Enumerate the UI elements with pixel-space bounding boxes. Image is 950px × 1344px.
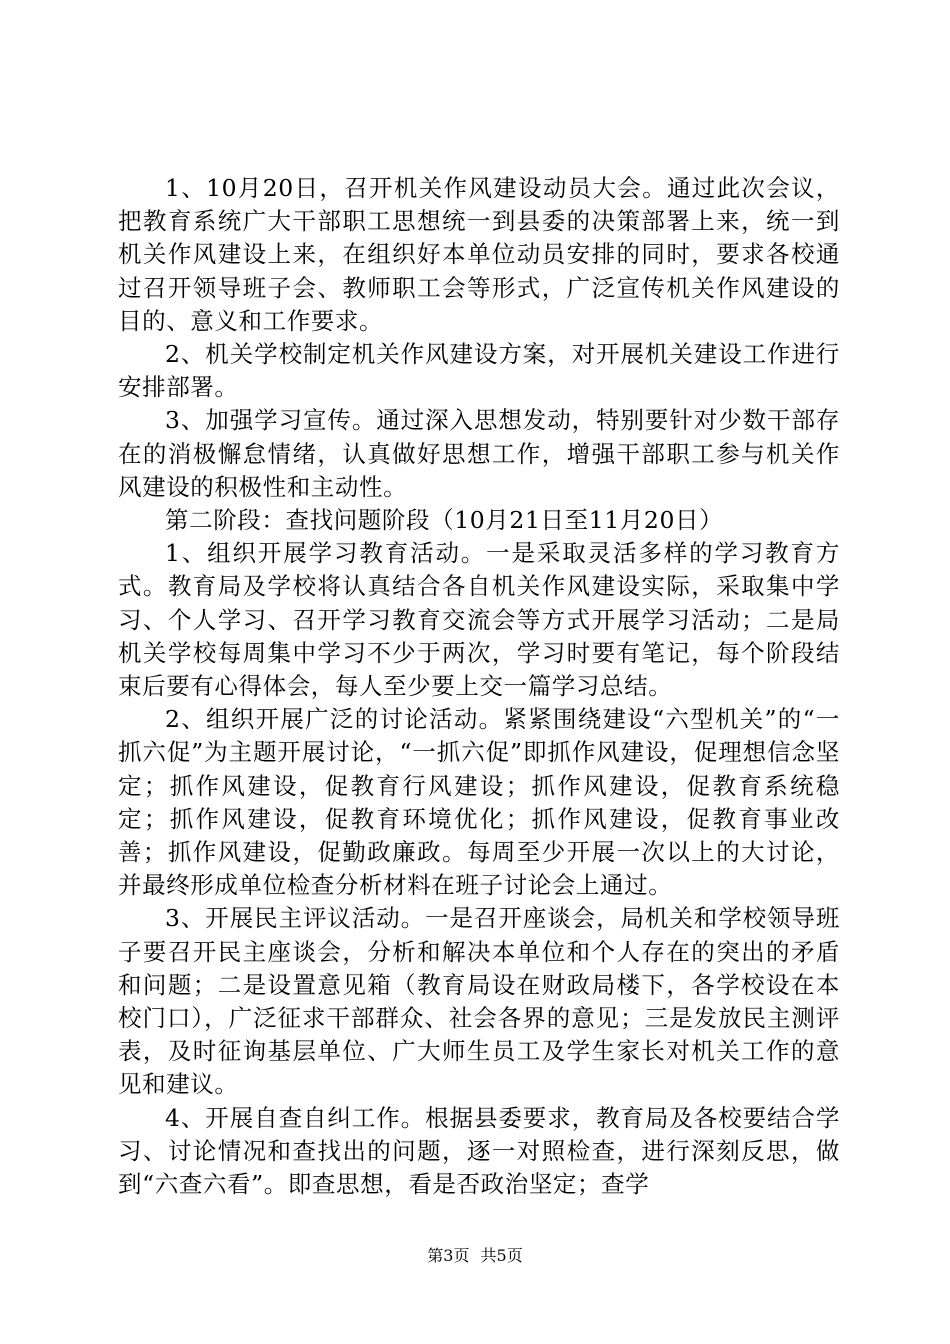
paragraph-6: 2、组织开展广泛的讨论活动。紧紧围绕建设“六型机关”的“一抓六促”为主题开展讨论，“一抓六促”即抓作风建设，促理想信念坚定；抓作风建设，促教育行风建设；抓作风建设，促教育系统稳定；抓作风建设，促教育环境优化；抓作风建设，促教育事业改善；抓作风建设，促勤政廉政。每周至少开展一次以上的大讨论，并最终形成单位检查分析材料在班子讨论会上通过。 xyxy=(118,705,840,900)
page-footer xyxy=(0,1246,950,1266)
section-heading-stage-two: 第二阶段：查找问题阶段（10月21日至11月20日） xyxy=(165,506,724,535)
document-body xyxy=(118,172,840,1201)
paragraph-1: 1、10月20日，召开机关作风建设动员大会。通过此次会议，把教育系统广大干部职工思想统一到县委的决策部署上来，统一到机关作风建设上来，在组织好本单位动员安排的同时，要求各校通过召开领导班子会、教师职工会等形式，广泛宣传机关作风建设的目的、意义和工作要求。 xyxy=(118,174,840,335)
paragraph-7: 3、开展民主评议活动。一是召开座谈会，局机关和学校领导班子要召开民主座谈会，分析和解决本单位和个人存在的突出的矛盾和问题；二是设置意见箱（教育局设在财政局楼下，各学校设在本校门口），广泛征求干部群众、社会各界的意见；三是发放民主测评表，及时征询基层单位、广大师生员工及学生家长对机关工作的意见和建议。 xyxy=(118,904,840,1099)
paragraph-5: 1、组织开展学习教育活动。一是采取灵活多样的学习教育方式。教育局及学校将认真结合各自机关作风建设实际，采取集中学习、个人学习、召开学习教育交流会等方式开展学习活动；二是局机关学校每周集中学习不少于两次，学习时要有笔记，每个阶段结束后要有心得体会，每人至少要上交一篇学习总结。 xyxy=(118,539,840,701)
paragraph-2: 2、机关学校制定机关作风建设方案，对开展机关建设工作进行安排部署。 xyxy=(118,340,840,402)
page-number: 第3页 xyxy=(427,1246,470,1265)
page-total: 共5页 xyxy=(480,1246,523,1265)
paragraph-3: 3、加强学习宣传。通过深入思想发动，特别要针对少数干部存在的消极懈怠情绪，认真做好思想工作，增强干部职工参与机关作风建设的积极性和主动性。 xyxy=(118,406,840,501)
paragraph-8: 4、开展自查自纠工作。根据县委要求，教育局及各校要结合学习、讨论情况和查找出的问题，逐一对照检查，进行深刻反思，做到“六查六看”。即查思想，看是否政治坚定；查学 xyxy=(118,1103,840,1199)
